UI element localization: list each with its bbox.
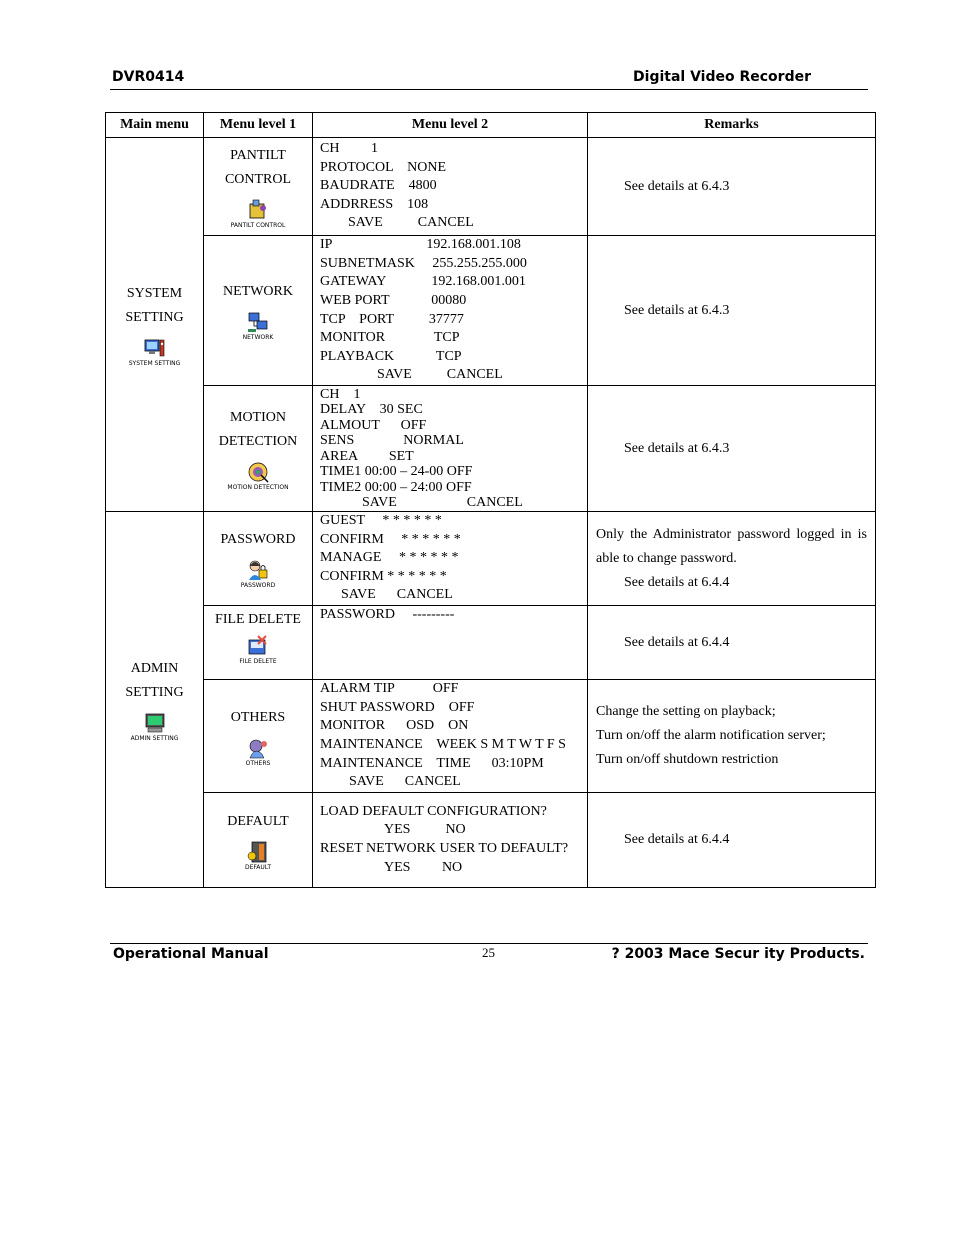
setting-line: GATEWAY 192.168.001.001 (320, 274, 526, 290)
level2-file-delete-settings (313, 606, 588, 680)
level1-label: DETECTION (218, 434, 298, 449)
remarks-file-delete (588, 606, 876, 680)
remark-line: See details at 6.4.4 (624, 832, 730, 847)
table-row (106, 606, 876, 680)
footer-copyright: ? 2003 Mace Secur ity Products. (611, 946, 865, 962)
setting-line: MONITOR OSD ON (320, 718, 469, 734)
remark-line: See details at 6.4.4 (624, 634, 730, 650)
remark-line: Turn on/off shutdown restriction (596, 752, 779, 767)
footer-divider (110, 943, 868, 944)
others-icon-caption: OTHERS (245, 759, 271, 767)
remark-line: Turn on/off the alarm notification server; (596, 728, 826, 743)
remark-line: able to change password. (596, 550, 737, 566)
footer-manual-title: Operational Manual (113, 946, 269, 962)
setting-line: MANAGE * * * * * * (320, 550, 459, 566)
level2-default-settings (313, 793, 588, 888)
level2-password-settings (313, 512, 588, 606)
table-row (106, 680, 876, 793)
doc-header-title: Digital Video Recorder (633, 69, 811, 85)
remarks-motion (588, 386, 876, 512)
remarks-network (588, 236, 876, 386)
level1-label: CONTROL (224, 172, 292, 187)
main-menu-admin-setting (106, 512, 204, 888)
remark-line: See details at 6.4.3 (624, 440, 730, 456)
remarks-password (588, 512, 876, 606)
level1-file-delete (204, 606, 313, 680)
network-icon-caption: NETWORK (242, 334, 274, 341)
main-menu-system-setting (106, 138, 204, 512)
menu-table (105, 112, 876, 888)
remark-line: Only the Administrator password logged in is (596, 526, 867, 542)
table-row (106, 236, 876, 386)
level1-label: FILE DELETE (215, 612, 301, 627)
level1-motion-detection (204, 386, 313, 512)
remarks-default (588, 793, 876, 888)
save-cancel-line: SAVE CANCEL (348, 215, 474, 231)
main-menu-label: SETTING (125, 685, 184, 700)
setting-line: PASSWORD --------- (320, 607, 455, 622)
setting-line: WEB PORT 00080 (320, 292, 467, 308)
default-icon (246, 840, 270, 864)
col-header-main-menu: Main menu (106, 113, 204, 138)
level2-others-settings (313, 680, 588, 793)
save-cancel-line: SAVE CANCEL (349, 774, 461, 790)
level1-label: PASSWORD (220, 532, 296, 547)
password-icon-caption: PASSWORD (240, 582, 276, 589)
table-row (106, 386, 876, 512)
level1-network (204, 236, 313, 386)
level2-pantilt-settings (313, 138, 588, 236)
setting-line: TIME1 00:00 – 24-00 OFF (320, 464, 473, 479)
setting-line: DELAY 30 SEC (320, 402, 423, 417)
setting-line: LOAD DEFAULT CONFIGURATION? (320, 803, 547, 819)
setting-line: IP 192.168.001.108 (320, 237, 521, 253)
setting-line: SHUT PASSWORD OFF (320, 699, 475, 715)
col-header-menu-level-1: Menu level 1 (204, 113, 313, 138)
level1-label: PANTILT (230, 148, 286, 163)
setting-line: PROTOCOL NONE (320, 159, 447, 175)
remarks-pantilt (588, 138, 876, 236)
header-divider (110, 89, 868, 90)
pantilt-control-icon (246, 198, 270, 222)
system-setting-icon-caption: SYSTEM SETTING (128, 360, 181, 367)
level1-label: DEFAULT (227, 813, 289, 829)
setting-line: PLAYBACK TCP (320, 348, 462, 364)
save-cancel-line: SAVE CANCEL (377, 367, 503, 383)
level1-label: NETWORK (223, 284, 293, 299)
setting-line: MAINTENANCE WEEK S M T W T F S (320, 737, 566, 752)
table-row (106, 138, 876, 236)
doc-header-model: DVR0414 (112, 69, 185, 85)
system-setting-icon (143, 336, 167, 360)
save-cancel-line: SAVE CANCEL (341, 587, 453, 603)
save-cancel-line: SAVE CANCEL (362, 495, 523, 510)
file-delete-icon-caption: FILE DELETE (239, 658, 277, 665)
admin-setting-icon (143, 711, 167, 735)
col-header-menu-level-2: Menu level 2 (313, 113, 588, 138)
setting-line: RESET NETWORK USER TO DEFAULT? (320, 841, 569, 856)
setting-line: BAUDRATE 4800 (320, 178, 437, 194)
main-menu-label: SETTING (125, 310, 184, 325)
page-number: 25 (482, 945, 495, 960)
level2-network-settings (313, 236, 588, 386)
level1-label: MOTION (230, 410, 286, 425)
level1-default (204, 793, 313, 888)
setting-line: CONFIRM * * * * * * (320, 531, 461, 547)
level1-password (204, 512, 313, 606)
level2-motion-settings (313, 386, 588, 512)
setting-line: ADDRRESS 108 (320, 196, 429, 212)
password-icon (246, 558, 270, 582)
setting-line: SENS NORMAL (320, 433, 464, 448)
setting-line: CONFIRM * * * * * * (320, 568, 447, 584)
main-menu-label: ADMIN (130, 661, 179, 676)
level1-label: OTHERS (230, 709, 286, 725)
motion-icon-caption: MOTION DETECTION (227, 484, 289, 491)
remark-line: See details at 6.4.3 (624, 302, 730, 318)
setting-line: MONITOR TCP (320, 330, 460, 346)
setting-line: TIME2 00:00 – 24:00 OFF (320, 479, 472, 495)
table-header-row (106, 113, 876, 138)
pantilt-icon-caption: PANTILT CONTROL (230, 222, 286, 229)
setting-line: MAINTENANCE TIME 03:10PM (320, 755, 544, 771)
level1-others (204, 680, 313, 793)
admin-setting-icon-caption: ADMIN SETTING (130, 735, 179, 742)
remark-line: See details at 6.4.3 (624, 178, 730, 194)
main-menu-label: SYSTEM (126, 286, 183, 301)
yes-no-line: YES NO (384, 822, 466, 838)
level1-pantilt-control (204, 138, 313, 236)
table-row (106, 512, 876, 606)
setting-line: AREA SET (320, 448, 414, 464)
network-icon (246, 310, 270, 334)
setting-line: CH 1 (320, 386, 361, 402)
default-icon-caption: DEFAULT (245, 863, 271, 871)
remark-line: See details at 6.4.4 (624, 574, 730, 590)
setting-line: TCP PORT 37777 (320, 311, 464, 327)
setting-line: SUBNETMASK 255.255.255.000 (320, 255, 527, 271)
file-delete-icon (246, 634, 270, 658)
setting-line: CH 1 (320, 141, 378, 157)
remarks-others (588, 680, 876, 793)
others-icon (246, 736, 270, 760)
table-row (106, 793, 876, 888)
motion-detection-icon (246, 460, 270, 484)
setting-line: ALARM TIP OFF (320, 681, 459, 697)
remark-line: Change the setting on playback; (596, 704, 776, 719)
setting-line: GUEST * * * * * * (320, 513, 442, 529)
yes-no-line: YES NO (384, 859, 463, 875)
setting-line: ALMOUT OFF (320, 417, 427, 433)
col-header-remarks: Remarks (588, 113, 876, 138)
